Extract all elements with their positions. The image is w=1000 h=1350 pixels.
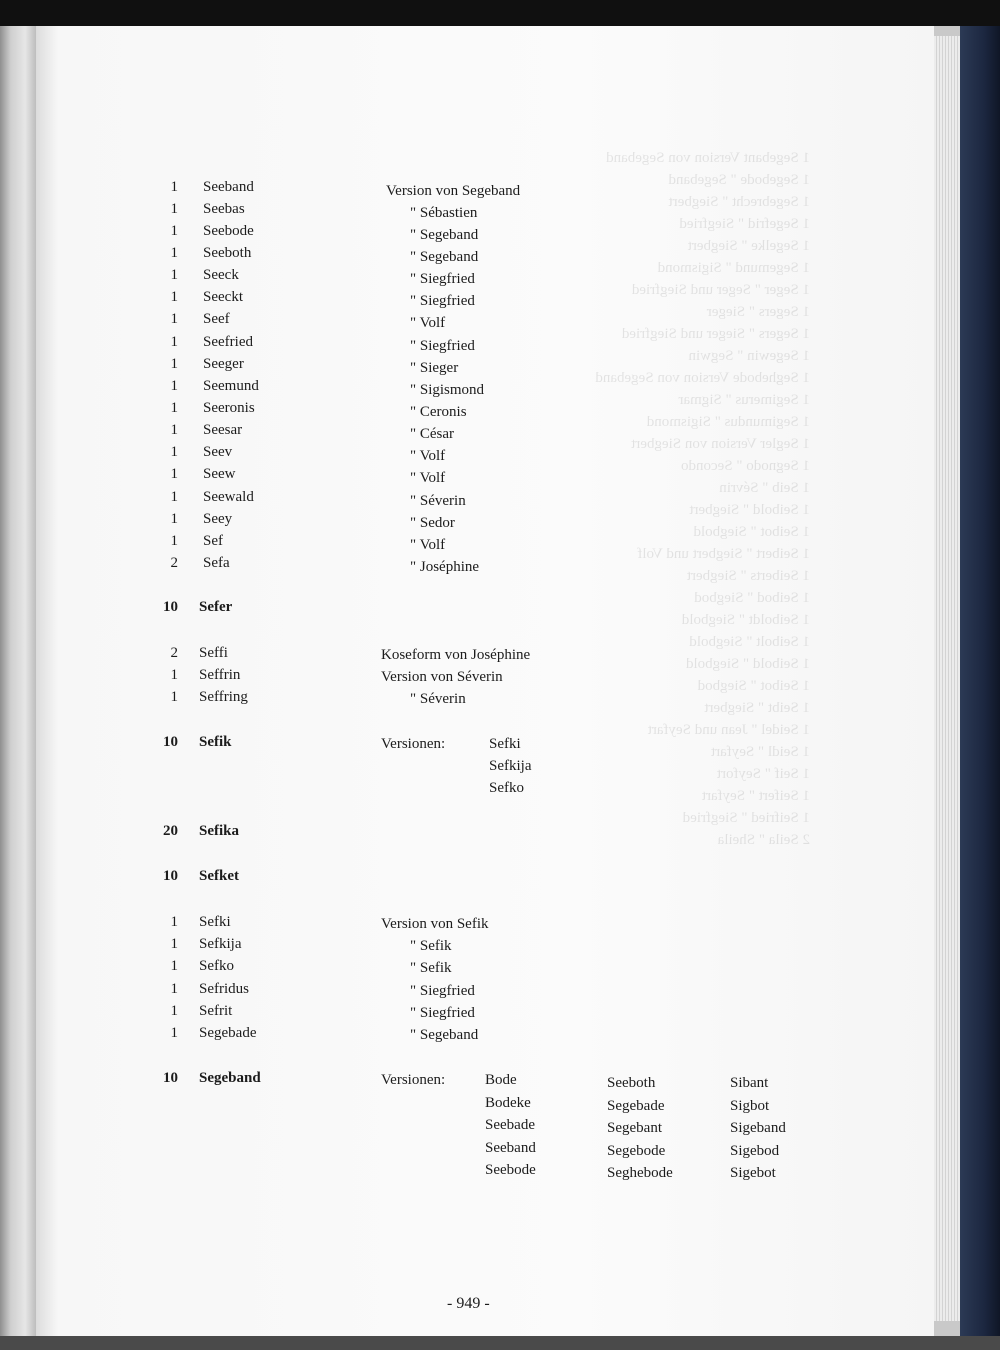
entry-name: Segebade (199, 1025, 257, 1041)
segeband-variant: Seghebode (607, 1165, 673, 1181)
segeband-variant: Sibant (730, 1075, 769, 1091)
entry-name: Seebas (203, 201, 245, 217)
segeband-variant: Bodeke (485, 1094, 531, 1111)
entry-count: 10 (163, 1070, 178, 1086)
entry-name: Sefket (199, 868, 239, 884)
segeband-variant: Segebade (607, 1097, 665, 1114)
entry-name: Seey (203, 511, 233, 527)
entry-count: 10 (163, 868, 178, 884)
entry-count: 10 (163, 734, 178, 750)
entry-note: " Sébastien (410, 205, 478, 221)
entry-name: Sefer (199, 599, 233, 615)
entry-name: Sefki (199, 914, 231, 930)
scan-bottom-edge (0, 1336, 1000, 1350)
entry-name: Seffring (199, 689, 248, 705)
entry-name: Seef (203, 311, 230, 327)
entry-count: 20 (163, 823, 178, 839)
variant-name: Sefko (489, 780, 524, 796)
entry-note: " Segeband (410, 227, 479, 243)
entry-count: 1 (170, 422, 178, 438)
entry-note: Versionen: (381, 736, 446, 752)
entry-note: " Sefik (410, 938, 452, 954)
entry-note: " Sigismond (410, 382, 485, 398)
entry-note: " Volf (410, 448, 446, 464)
entry-name: Sefika (199, 823, 240, 839)
segeband-variant: Segebant (607, 1120, 662, 1136)
entry-name: Sef (203, 533, 223, 549)
segeband-variant: Seebade (485, 1117, 535, 1133)
entry-note: " Volf (410, 315, 446, 331)
entry-note: Version von Sefik (381, 916, 489, 932)
entry-count: 2 (170, 645, 178, 661)
entry-count: 1 (170, 466, 178, 482)
segeband-variant: Seeboth (607, 1075, 656, 1091)
entry-count: 1 (170, 378, 178, 394)
entry-name: Seeckt (203, 289, 243, 305)
entry-name: Seeband (203, 179, 254, 195)
entry-note: " Sedor (410, 515, 455, 531)
entry-count: 1 (170, 958, 178, 974)
entry-name: Sefridus (199, 981, 249, 997)
entry-note: " Sefik (410, 960, 452, 976)
segeband-variant: Seeband (485, 1139, 536, 1156)
entry-count: 1 (170, 1003, 178, 1019)
entry-count: 1 (170, 334, 178, 350)
entry-note: " Siegfried (410, 983, 475, 999)
entry-note: " Segeband (410, 249, 479, 265)
entry-name: Segeband (199, 1070, 261, 1086)
entry-note: " Siegfried (410, 1005, 475, 1021)
entry-note: Versionen: (381, 1072, 446, 1088)
entry-count: 1 (170, 1025, 178, 1041)
segeband-variant: Sigebot (730, 1165, 776, 1181)
entry-name: Seesar (203, 422, 243, 438)
entry-name: Sefko (199, 958, 234, 974)
entry-note: " Volf (410, 470, 446, 486)
entry-count: 1 (170, 201, 178, 217)
entry-note: " César (410, 426, 455, 442)
variant-name: Sefkija (489, 758, 532, 774)
entry-count: 1 (170, 489, 178, 505)
entry-name: Seffi (199, 645, 228, 661)
segeband-variant: Seebode (485, 1162, 536, 1178)
entry-name: Sefrit (199, 1003, 233, 1019)
entry-count: 1 (170, 511, 178, 527)
entry-note: Version von Séverin (381, 669, 503, 685)
entry-note: " Siegfried (410, 338, 475, 354)
entry-note: Version von Segeband (386, 183, 521, 199)
entry-count: 1 (170, 914, 178, 930)
entry-note: " Séverin (410, 691, 466, 707)
entry-note: " Sieger (410, 360, 459, 376)
entry-note: " Séverin (410, 493, 466, 509)
segeband-variant: Segebode (607, 1142, 666, 1159)
entry-name: Seeger (203, 356, 244, 372)
entry-count: 1 (170, 444, 178, 460)
entry-note: " Siegfried (410, 293, 475, 309)
entry-count: 1 (170, 311, 178, 327)
entry-count: 1 (170, 400, 178, 416)
entry-name: Sefik (199, 734, 232, 750)
segeband-variant: Sigbot (730, 1097, 770, 1114)
scan-top-edge (0, 0, 1000, 26)
entry-count: 1 (170, 667, 178, 683)
entry-count: 1 (170, 245, 178, 261)
entry-note: " Joséphine (410, 559, 480, 575)
entry-count: 1 (170, 936, 178, 952)
entry-name: Seew (203, 466, 236, 482)
entry-count: 1 (170, 533, 178, 549)
entry-note: " Segeband (410, 1027, 479, 1043)
entry-count: 2 (170, 555, 178, 571)
entry-count: 1 (170, 267, 178, 283)
entry-note: " Ceronis (410, 404, 467, 420)
entry-name: Sefa (203, 555, 230, 571)
entry-note: Koseform von Joséphine (381, 647, 531, 663)
entry-count: 1 (170, 981, 178, 997)
entry-name: Seemund (203, 378, 259, 394)
entry-name: Seefried (203, 334, 253, 350)
entry-name: Sefkija (199, 936, 242, 952)
entry-name: Seeck (203, 267, 239, 283)
entry-count: 1 (170, 179, 178, 195)
entry-name: Seev (203, 444, 233, 460)
page-number: - 949 - (447, 1295, 490, 1312)
entry-count: 1 (170, 356, 178, 372)
entry-name: Seebode (203, 223, 254, 239)
entry-count: 1 (170, 223, 178, 239)
entry-count: 1 (170, 289, 178, 305)
variant-name: Sefki (489, 736, 521, 752)
left-page-stack (0, 26, 36, 1350)
entry-count: 1 (170, 689, 178, 705)
entry-name: Seeronis (203, 400, 255, 416)
book-cover-edge (960, 26, 1000, 1336)
segeband-variant: Sigebod (730, 1142, 780, 1159)
entry-name: Seewald (203, 489, 254, 505)
entry-name: Seeboth (203, 245, 252, 261)
segeband-variant: Bode (485, 1072, 517, 1088)
entry-name: Seffrin (199, 667, 241, 683)
entry-note: " Siegfried (410, 271, 475, 287)
entry-note: " Volf (410, 537, 446, 553)
entry-count: 10 (163, 599, 178, 615)
segeband-variant: Sigeband (730, 1120, 786, 1136)
